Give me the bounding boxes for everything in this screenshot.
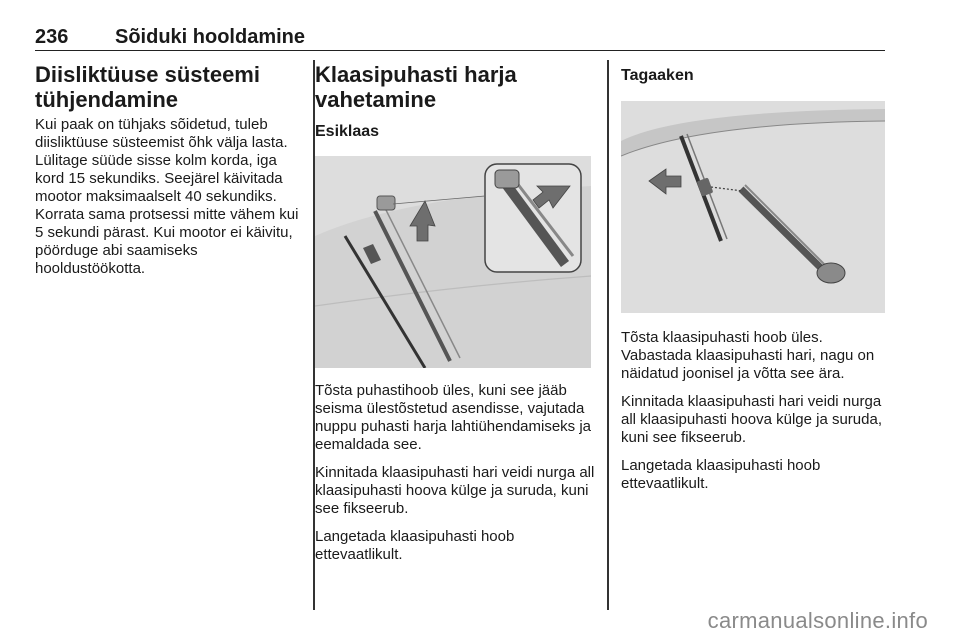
watermark: carmanualsonline.info <box>707 608 928 633</box>
front-paragraph-3: Langetada klaasipuhasti hoob ettevaatlikult. <box>315 528 515 563</box>
rear-paragraph-1: Tõsta klaasipuhasti hoob üles. Vabastada klaasipuhasti hari, nagu on näidatud joonisel ja võtta see ära. <box>621 329 875 382</box>
column-diesel-bleeding <box>35 62 303 278</box>
rear-paragraph-2: Kinnitada klaasipuhasti hari veidi nurga all klaasipuhasti hoova külge ja suruda, kuni see fikseerub. <box>621 393 882 446</box>
column-divider <box>607 60 609 610</box>
front-paragraph-2: Kinnitada klaasipuhasti hari veidi nurga all klaasipuhasti hoova külge ja suruda, kuni see fikseerub. <box>315 464 595 517</box>
subtitle-rear-window: Tagaaken <box>621 67 694 84</box>
page-number: 236 <box>35 26 69 48</box>
subtitle-windscreen: Esiklaas <box>315 123 380 140</box>
column-wiper-front <box>315 62 595 564</box>
diesel-paragraph: Kui paak on tühjaks sõidetud, tuleb diisliktüuse süsteemist õhk välja lasta. Lülitage süüde sisse kolm korda, iga kord 15 sekundiks. Seejärel käivitada mootor maksimaalselt 40 sekundiks. Korrata sama protsessi mitte vähem kui 5 sekundi pärast. Kui mootor ei käivitu, pöörduge abi saamiseks hooldustöökotta. <box>35 116 299 277</box>
column-wiper-rear <box>621 62 887 493</box>
front-paragraph-1: Tõsta puhastihoob üles, kuni see jääb seisma ülestõstetud asendisse, vajutada nuppu puhasti harja lahtiühendamiseks ja eemaldada see. <box>315 382 592 453</box>
section-title-diesel: Diisliktüuse süsteemi tühjendamine <box>35 62 260 112</box>
section-title-wiper: Klaasipuhasti harja vahetamine <box>315 62 517 112</box>
running-title: Sõiduki hooldamine <box>115 26 306 48</box>
page-header <box>35 26 885 51</box>
rear-paragraph-3: Langetada klaasipuhasti hoob ettevaatlikult. <box>621 457 821 492</box>
front-wiper-illustration <box>315 156 591 368</box>
rear-wiper-illustration <box>621 101 885 313</box>
